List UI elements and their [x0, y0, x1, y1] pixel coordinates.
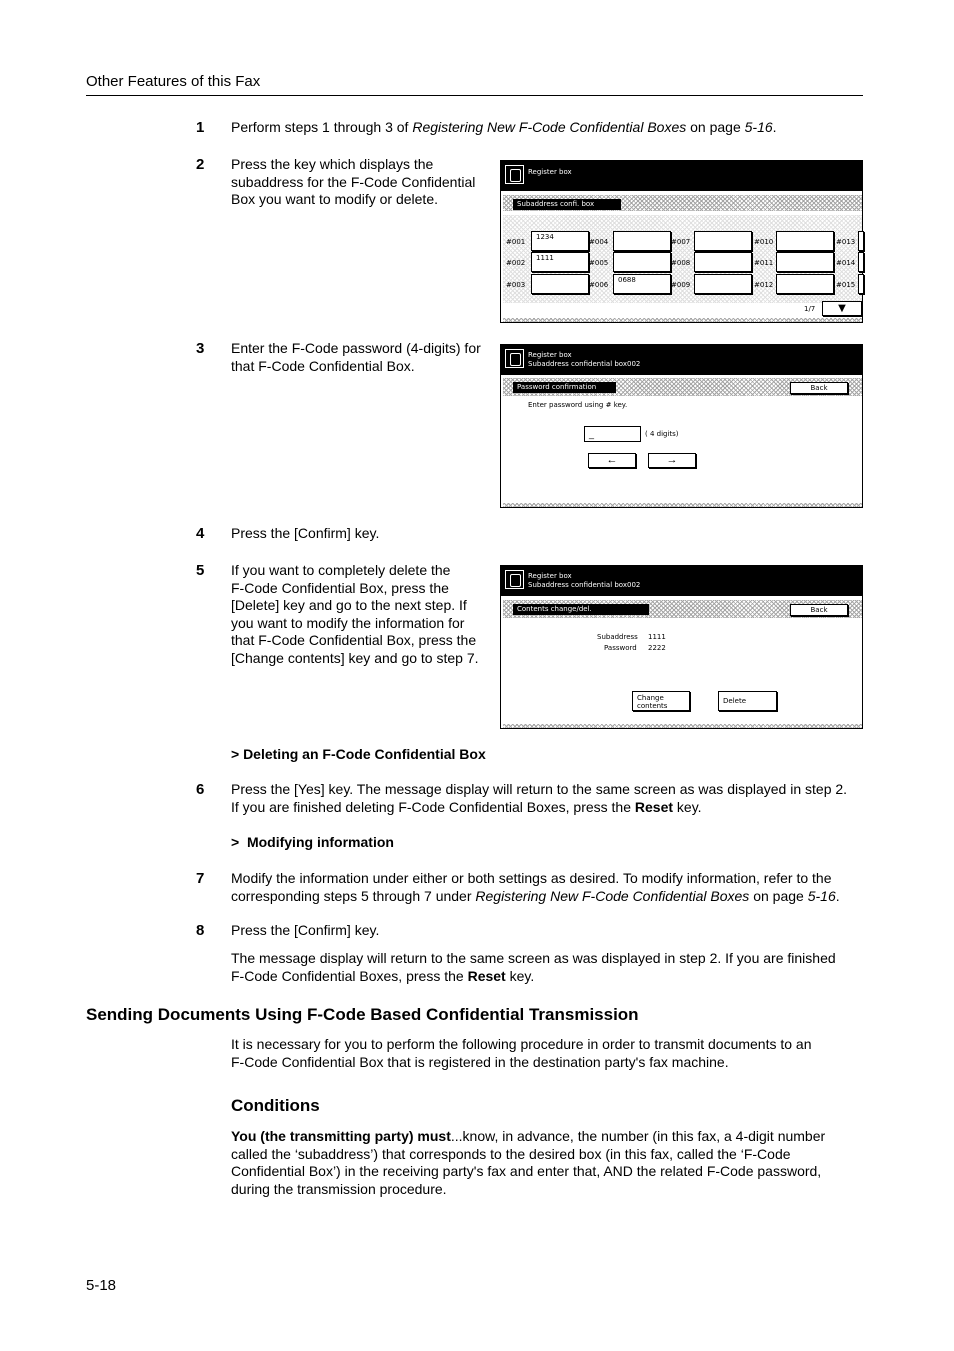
step-2-line: subaddress for the F-Code Confidential: [231, 173, 476, 190]
box-label: #007: [671, 238, 691, 246]
page-number: 5-18: [86, 1277, 117, 1294]
box-key-004[interactable]: [613, 231, 671, 251]
step-2-line: Box you want to modify or delete.: [231, 191, 438, 207]
step-8-number: 8: [196, 922, 205, 939]
subhead-modifying: > Modifying information: [231, 834, 394, 850]
fax-icon: [505, 570, 524, 589]
register-box-screen: [500, 160, 863, 323]
box-key-014[interactable]: [858, 252, 864, 272]
box-label: #001: [506, 238, 526, 246]
change-contents-label: Change: [637, 694, 664, 702]
step-8-text: Press the [Confirm] key.: [231, 922, 380, 938]
box-key-012[interactable]: [776, 274, 834, 294]
intro-line: It is necessary for you to perform the following procedure in order to transmit documents to an: [231, 1036, 812, 1052]
conditions-heading: Conditions: [231, 1096, 320, 1115]
conditions-text: [231, 1128, 825, 1198]
step-1-text-c: .: [772, 119, 777, 135]
back-button[interactable]: Back: [790, 604, 848, 616]
screen-title-line: Subaddress confidential box002: [528, 581, 641, 589]
box-label: #006: [589, 281, 609, 289]
box-key-013[interactable]: [858, 231, 864, 251]
step-3-line: Enter the F-Code password (4-digits) for: [231, 340, 481, 356]
step-5-line: [Change contents] key and go to step 7.: [231, 649, 479, 666]
step-6-text-a: If you are finished deleting F-Code Confidential Boxes, press the: [231, 798, 635, 815]
step-7-text: [231, 870, 840, 905]
step-2-number: 2: [196, 156, 205, 173]
box-key-003[interactable]: [531, 274, 589, 294]
password-label: Password: [604, 644, 637, 652]
step-2-text: [231, 156, 475, 209]
step-1-text: [231, 119, 777, 137]
step-5-number: 5: [196, 562, 205, 579]
box-key-009[interactable]: [694, 274, 752, 294]
step-7-number: 7: [196, 870, 205, 887]
screen-bar-label: Contents change/del.: [513, 604, 649, 615]
step-6-number: 6: [196, 781, 205, 798]
arrow-right-icon: →: [666, 454, 678, 466]
step-1-number: 1: [196, 119, 205, 136]
step-7-line: Modify the information under either or both settings as desired. To modify information, refer to the: [231, 870, 832, 886]
box-key-006[interactable]: 0688: [613, 274, 671, 294]
box-label: #009: [671, 281, 691, 289]
chevron-down-icon: ▼: [838, 303, 846, 314]
running-header: Other Features of this Fax: [86, 73, 261, 90]
password-confirmation-screen: [500, 344, 863, 508]
step-1-text-a: Perform steps 1 through 3 of: [231, 119, 413, 135]
box-key-002[interactable]: 1111: [531, 252, 589, 272]
box-key-007[interactable]: [694, 231, 752, 251]
step-3-text: [231, 340, 481, 375]
arrow-left-icon: ←: [606, 454, 618, 466]
intro-line: F-Code Confidential Box that is registered in the destination party's fax machine.: [231, 1053, 729, 1070]
step-4-number: 4: [196, 525, 205, 542]
step-5-line: If you want to completely delete the: [231, 562, 451, 578]
step-5-text: [231, 562, 479, 667]
screen-title-line: Subaddress confidential box002: [528, 360, 641, 368]
cursor-left-button[interactable]: [588, 453, 636, 468]
step-6-line: [231, 799, 847, 817]
box-label: #008: [671, 259, 691, 267]
step-4-line: Press the [Confirm] key.: [231, 525, 380, 541]
step-8-para-line: [231, 968, 836, 986]
fax-icon: [505, 349, 524, 368]
box-label: #002: [506, 259, 526, 267]
screen-title-line: Register box: [528, 351, 572, 359]
step-7-page: 5-16: [807, 887, 836, 904]
box-label: #011: [754, 259, 774, 267]
section-intro: [231, 1036, 812, 1071]
step-1-text-b: on page: [686, 119, 745, 135]
step-6-text-b: key.: [673, 798, 702, 815]
fax-icon: [505, 165, 524, 184]
header-rule: [86, 95, 863, 96]
step-5-line: F-Code Confidential Box, press the: [231, 579, 449, 596]
conditions-bold: You (the transmitting party) must: [231, 1128, 451, 1144]
screen-bar-label: Subaddress confi. box: [513, 199, 621, 210]
box-label: #013: [836, 238, 856, 246]
delete-button[interactable]: Delete: [718, 691, 777, 711]
step-7-ref: Registering New F-Code Confidential Boxes: [475, 887, 750, 904]
step-7-text-a: corresponding steps 5 through 7 under: [231, 887, 476, 904]
box-key-008[interactable]: [694, 252, 752, 272]
box-label: #010: [754, 238, 774, 246]
digits-hint: ( 4 digits): [645, 430, 679, 438]
screen-title: Register box: [528, 168, 572, 176]
step-2-line: Press the key which displays the: [231, 156, 434, 172]
step-8-text-b: key.: [505, 967, 535, 984]
box-label: #015: [836, 281, 856, 289]
step-5-line: that F-Code Confidential Box, press the: [231, 632, 477, 648]
box-label: #014: [836, 259, 856, 267]
screen-bar-label: Password confirmation: [513, 382, 616, 393]
step-6-line: Press the [Yes] key. The message display will return to the same screen as was displayed in step 2.: [231, 781, 848, 797]
step-7-text-b: on page: [749, 887, 808, 904]
screen-title-bar: [501, 345, 862, 375]
step-3-line: that F-Code Confidential Box.: [231, 357, 415, 374]
subaddress-value: 1111: [648, 633, 666, 641]
step-6-text: [231, 781, 847, 816]
box-key-011[interactable]: [776, 252, 834, 272]
box-label: #005: [589, 259, 609, 267]
box-key-015[interactable]: [858, 274, 864, 294]
step-3-number: 3: [196, 340, 205, 357]
bottom-hatch: [503, 318, 862, 322]
reset-key-ref: Reset: [634, 798, 674, 815]
step-8-para-line: The message display will return to the same screen as was displayed in step 2. If you are finished: [231, 950, 836, 966]
change-contents-label: contents: [637, 702, 668, 710]
conditions-line: [231, 1128, 825, 1146]
step-5-line: [Delete] key and go to the next step. If: [231, 597, 467, 613]
contents-change-screen: [500, 565, 863, 729]
step-1-ref: Registering New F-Code Confidential Boxes: [412, 119, 687, 135]
conditions-line: called the ‘subaddress’) that corresponds to the desired box (in this fax, called the ‘F-Code: [231, 1145, 791, 1162]
box-label: #004: [589, 238, 609, 246]
cursor-right-button[interactable]: [648, 453, 696, 468]
password-value: 2222: [648, 644, 666, 652]
step-7-text-c: .: [835, 887, 840, 904]
change-contents-button[interactable]: [632, 691, 690, 711]
screen-title: [528, 351, 640, 369]
bottom-hatch: [503, 724, 862, 728]
step-8-para: [231, 950, 836, 985]
box-key-001[interactable]: 1234: [531, 231, 589, 251]
step-4-text: [231, 525, 379, 543]
box-label: #003: [506, 281, 526, 289]
box-label: #012: [754, 281, 774, 289]
page-indicator: 1/7: [804, 305, 816, 313]
screen-title: [528, 572, 640, 590]
section-title: Sending Documents Using F-Code Based Confidential Transmission: [86, 1005, 639, 1024]
screen-title-line: Register box: [528, 572, 572, 580]
conditions-line-1: ...know, in advance, the number (in this fax, a 4-digit number: [450, 1128, 826, 1144]
subaddress-label: Subaddress: [597, 633, 638, 641]
reset-key-ref: Reset: [467, 967, 506, 984]
bottom-hatch: [503, 503, 862, 507]
password-prompt: Enter password using # key.: [528, 401, 628, 409]
screen-title-bar: [501, 161, 862, 191]
screen-title-bar: [501, 566, 862, 596]
step-8-text-a: F-Code Confidential Boxes, press the: [231, 967, 468, 984]
step-5-line: you want to modify the information for: [231, 614, 465, 631]
box-key-005[interactable]: [613, 252, 671, 272]
back-button[interactable]: Back: [790, 382, 848, 394]
page-down-button[interactable]: [822, 301, 862, 316]
box-key-010[interactable]: [776, 231, 834, 251]
password-input[interactable]: _: [584, 426, 641, 442]
conditions-line: during the transmission procedure.: [231, 1180, 447, 1197]
subhead-deleting: > Deleting an F-Code Confidential Box: [231, 746, 486, 762]
step-1-page: 5-16: [744, 119, 773, 135]
step-7-line: [231, 888, 840, 906]
conditions-line: Confidential Box’) in the receiving party's fax and enter that, AND the related F-Code password,: [231, 1163, 822, 1179]
